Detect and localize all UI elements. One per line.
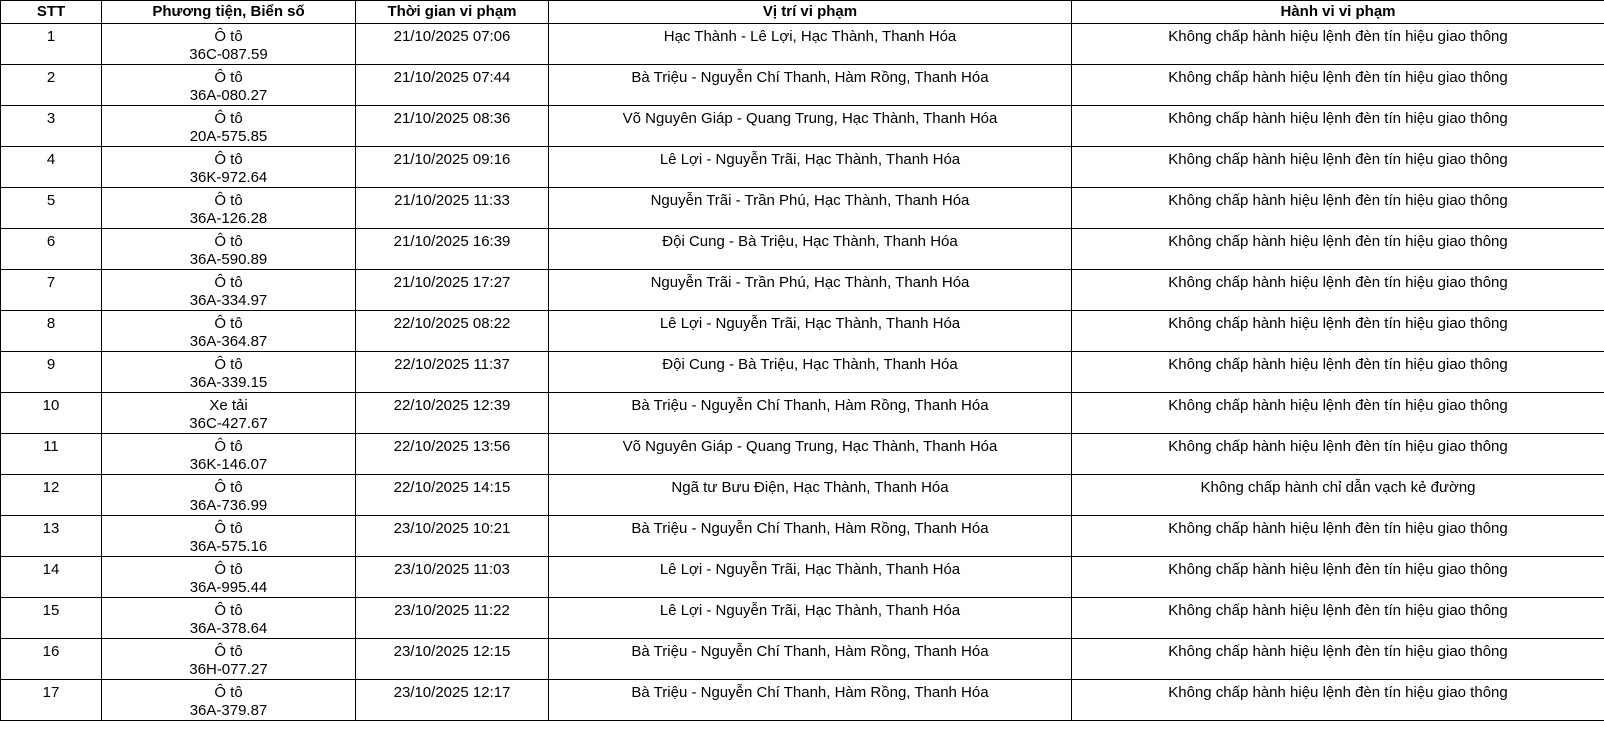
- table-row: [1, 639, 1604, 680]
- license-plate: 36C-427.67: [189, 415, 268, 432]
- license-plate: 36A-575.16: [189, 538, 268, 555]
- cell-time: 22/10/2025 11:37: [356, 352, 549, 393]
- header-violation: Hành vi vi phạm: [1072, 1, 1604, 24]
- table-row: [1, 311, 1604, 352]
- cell-vehicle: [102, 352, 356, 393]
- table-header: [1, 1, 1604, 24]
- vehicle-type: Ô tô: [214, 356, 243, 373]
- cell-location: Nguyễn Trãi - Trần Phú, Hạc Thành, Thanh Hóa: [549, 188, 1072, 229]
- cell-time: 22/10/2025 14:15: [356, 475, 549, 516]
- cell-vehicle: [102, 106, 356, 147]
- table-row: [1, 393, 1604, 434]
- license-plate: 36A-379.87: [189, 702, 268, 719]
- cell-vehicle: [102, 393, 356, 434]
- cell-violation: Không chấp hành hiệu lệnh đèn tín hiệu giao thông: [1072, 270, 1604, 311]
- cell-location: Bà Triệu - Nguyễn Chí Thanh, Hàm Rồng, Thanh Hóa: [549, 680, 1072, 721]
- cell-vehicle: [102, 434, 356, 475]
- vehicle-type: Ô tô: [214, 561, 243, 578]
- cell-vehicle: [102, 516, 356, 557]
- cell-vehicle: [102, 639, 356, 680]
- cell-time: 22/10/2025 12:39: [356, 393, 549, 434]
- cell-time: 21/10/2025 16:39: [356, 229, 549, 270]
- cell-location: Lê Lợi - Nguyễn Trãi, Hạc Thành, Thanh Hóa: [549, 557, 1072, 598]
- cell-violation: Không chấp hành hiệu lệnh đèn tín hiệu giao thông: [1072, 147, 1604, 188]
- table-row: [1, 434, 1604, 475]
- table-row: [1, 557, 1604, 598]
- cell-time: 21/10/2025 11:33: [356, 188, 549, 229]
- cell-stt: 8: [1, 311, 102, 352]
- table-row: [1, 65, 1604, 106]
- vehicle-type: Ô tô: [214, 438, 243, 455]
- cell-violation: Không chấp hành hiệu lệnh đèn tín hiệu giao thông: [1072, 680, 1604, 721]
- cell-violation: Không chấp hành hiệu lệnh đèn tín hiệu giao thông: [1072, 352, 1604, 393]
- cell-stt: 1: [1, 24, 102, 65]
- cell-violation: Không chấp hành hiệu lệnh đèn tín hiệu giao thông: [1072, 311, 1604, 352]
- cell-time: 21/10/2025 07:06: [356, 24, 549, 65]
- cell-stt: 5: [1, 188, 102, 229]
- cell-vehicle: [102, 24, 356, 65]
- cell-time: 21/10/2025 17:27: [356, 270, 549, 311]
- license-plate: 36A-339.15: [189, 374, 268, 391]
- cell-vehicle: [102, 598, 356, 639]
- cell-stt: 11: [1, 434, 102, 475]
- cell-vehicle: [102, 270, 356, 311]
- cell-stt: 17: [1, 680, 102, 721]
- table-body: [1, 24, 1604, 721]
- cell-stt: 10: [1, 393, 102, 434]
- header-time: Thời gian vi phạm: [356, 1, 549, 24]
- cell-vehicle: [102, 65, 356, 106]
- cell-violation: Không chấp hành hiệu lệnh đèn tín hiệu giao thông: [1072, 188, 1604, 229]
- cell-location: Bà Triệu - Nguyễn Chí Thanh, Hàm Rồng, Thanh Hóa: [549, 516, 1072, 557]
- vehicle-type: Xe tải: [209, 397, 248, 414]
- vehicle-type: Ô tô: [214, 233, 243, 250]
- cell-time: 22/10/2025 08:22: [356, 311, 549, 352]
- cell-time: 23/10/2025 12:15: [356, 639, 549, 680]
- vehicle-type: Ô tô: [214, 69, 243, 86]
- vehicle-type: Ô tô: [214, 315, 243, 332]
- table-row: [1, 188, 1604, 229]
- table-row: [1, 352, 1604, 393]
- cell-time: 21/10/2025 09:16: [356, 147, 549, 188]
- cell-stt: 9: [1, 352, 102, 393]
- cell-location: Nguyễn Trãi - Trần Phú, Hạc Thành, Thanh Hóa: [549, 270, 1072, 311]
- cell-violation: Không chấp hành hiệu lệnh đèn tín hiệu giao thông: [1072, 516, 1604, 557]
- cell-vehicle: [102, 475, 356, 516]
- cell-time: 21/10/2025 07:44: [356, 65, 549, 106]
- cell-stt: 14: [1, 557, 102, 598]
- table-row: [1, 106, 1604, 147]
- table-row: [1, 598, 1604, 639]
- license-plate: 36A-080.27: [189, 87, 268, 104]
- cell-location: Lê Lợi - Nguyễn Trãi, Hạc Thành, Thanh Hóa: [549, 147, 1072, 188]
- cell-stt: 7: [1, 270, 102, 311]
- vehicle-type: Ô tô: [214, 520, 243, 537]
- cell-location: Võ Nguyên Giáp - Quang Trung, Hạc Thành, Thanh Hóa: [549, 106, 1072, 147]
- license-plate: 36H-077.27: [189, 661, 268, 678]
- cell-violation: Không chấp hành hiệu lệnh đèn tín hiệu giao thông: [1072, 434, 1604, 475]
- cell-violation: Không chấp hành hiệu lệnh đèn tín hiệu giao thông: [1072, 598, 1604, 639]
- cell-violation: Không chấp hành hiệu lệnh đèn tín hiệu giao thông: [1072, 639, 1604, 680]
- cell-stt: 12: [1, 475, 102, 516]
- cell-vehicle: [102, 557, 356, 598]
- cell-location: Hạc Thành - Lê Lợi, Hạc Thành, Thanh Hóa: [549, 24, 1072, 65]
- vehicle-type: Ô tô: [214, 602, 243, 619]
- cell-vehicle: [102, 680, 356, 721]
- cell-vehicle: [102, 229, 356, 270]
- cell-stt: 13: [1, 516, 102, 557]
- table-row: [1, 680, 1604, 721]
- cell-location: Đội Cung - Bà Triệu, Hạc Thành, Thanh Hóa: [549, 229, 1072, 270]
- table-row: [1, 516, 1604, 557]
- cell-time: 23/10/2025 11:03: [356, 557, 549, 598]
- vehicle-type: Ô tô: [214, 151, 243, 168]
- vehicle-type: Ô tô: [214, 479, 243, 496]
- cell-violation: Không chấp hành hiệu lệnh đèn tín hiệu giao thông: [1072, 65, 1604, 106]
- cell-location: Bà Triệu - Nguyễn Chí Thanh, Hàm Rồng, Thanh Hóa: [549, 393, 1072, 434]
- cell-violation: Không chấp hành hiệu lệnh đèn tín hiệu giao thông: [1072, 557, 1604, 598]
- cell-location: Đội Cung - Bà Triệu, Hạc Thành, Thanh Hóa: [549, 352, 1072, 393]
- cell-stt: 4: [1, 147, 102, 188]
- license-plate: 36A-126.28: [189, 210, 268, 227]
- cell-stt: 6: [1, 229, 102, 270]
- vehicle-type: Ô tô: [214, 110, 243, 127]
- license-plate: 36K-972.64: [189, 169, 268, 186]
- cell-stt: 2: [1, 65, 102, 106]
- cell-location: Ngã tư Bưu Điện, Hạc Thành, Thanh Hóa: [549, 475, 1072, 516]
- table-row: [1, 229, 1604, 270]
- license-plate: 36A-590.89: [189, 251, 268, 268]
- table-row: [1, 147, 1604, 188]
- cell-time: 22/10/2025 13:56: [356, 434, 549, 475]
- license-plate: 20A-575.85: [189, 128, 268, 145]
- cell-violation: Không chấp hành hiệu lệnh đèn tín hiệu giao thông: [1072, 106, 1604, 147]
- cell-time: 21/10/2025 08:36: [356, 106, 549, 147]
- vehicle-type: Ô tô: [214, 28, 243, 45]
- cell-stt: 3: [1, 106, 102, 147]
- cell-location: Lê Lợi - Nguyễn Trãi, Hạc Thành, Thanh Hóa: [549, 311, 1072, 352]
- license-plate: 36C-087.59: [189, 46, 268, 63]
- header-location: Vị trí vi phạm: [549, 1, 1072, 24]
- header-row: [1, 1, 1604, 24]
- cell-stt: 15: [1, 598, 102, 639]
- cell-violation: Không chấp hành hiệu lệnh đèn tín hiệu giao thông: [1072, 24, 1604, 65]
- license-plate: 36A-995.44: [189, 579, 268, 596]
- cell-location: Lê Lợi - Nguyễn Trãi, Hạc Thành, Thanh Hóa: [549, 598, 1072, 639]
- cell-time: 23/10/2025 11:22: [356, 598, 549, 639]
- vehicle-type: Ô tô: [214, 192, 243, 209]
- vehicle-type: Ô tô: [214, 684, 243, 701]
- header-vehicle: Phương tiện, Biển số: [102, 1, 356, 24]
- cell-vehicle: [102, 188, 356, 229]
- cell-location: Bà Triệu - Nguyễn Chí Thanh, Hàm Rồng, Thanh Hóa: [549, 639, 1072, 680]
- license-plate: 36A-364.87: [189, 333, 268, 350]
- vehicle-type: Ô tô: [214, 643, 243, 660]
- vehicle-type: Ô tô: [214, 274, 243, 291]
- table-row: [1, 24, 1604, 65]
- cell-vehicle: [102, 147, 356, 188]
- cell-violation: Không chấp hành hiệu lệnh đèn tín hiệu giao thông: [1072, 393, 1604, 434]
- cell-violation: Không chấp hành hiệu lệnh đèn tín hiệu giao thông: [1072, 229, 1604, 270]
- license-plate: 36A-378.64: [189, 620, 268, 637]
- table-row: [1, 270, 1604, 311]
- cell-location: Võ Nguyên Giáp - Quang Trung, Hạc Thành, Thanh Hóa: [549, 434, 1072, 475]
- cell-time: 23/10/2025 12:17: [356, 680, 549, 721]
- license-plate: 36A-736.99: [189, 497, 268, 514]
- header-stt: STT: [1, 1, 102, 24]
- cell-stt: 16: [1, 639, 102, 680]
- cell-time: 23/10/2025 10:21: [356, 516, 549, 557]
- cell-vehicle: [102, 311, 356, 352]
- table-row: [1, 475, 1604, 516]
- cell-location: Bà Triệu - Nguyễn Chí Thanh, Hàm Rồng, Thanh Hóa: [549, 65, 1072, 106]
- license-plate: 36A-334.97: [189, 292, 268, 309]
- cell-violation: Không chấp hành chỉ dẫn vạch kẻ đường: [1072, 475, 1604, 516]
- license-plate: 36K-146.07: [189, 456, 268, 473]
